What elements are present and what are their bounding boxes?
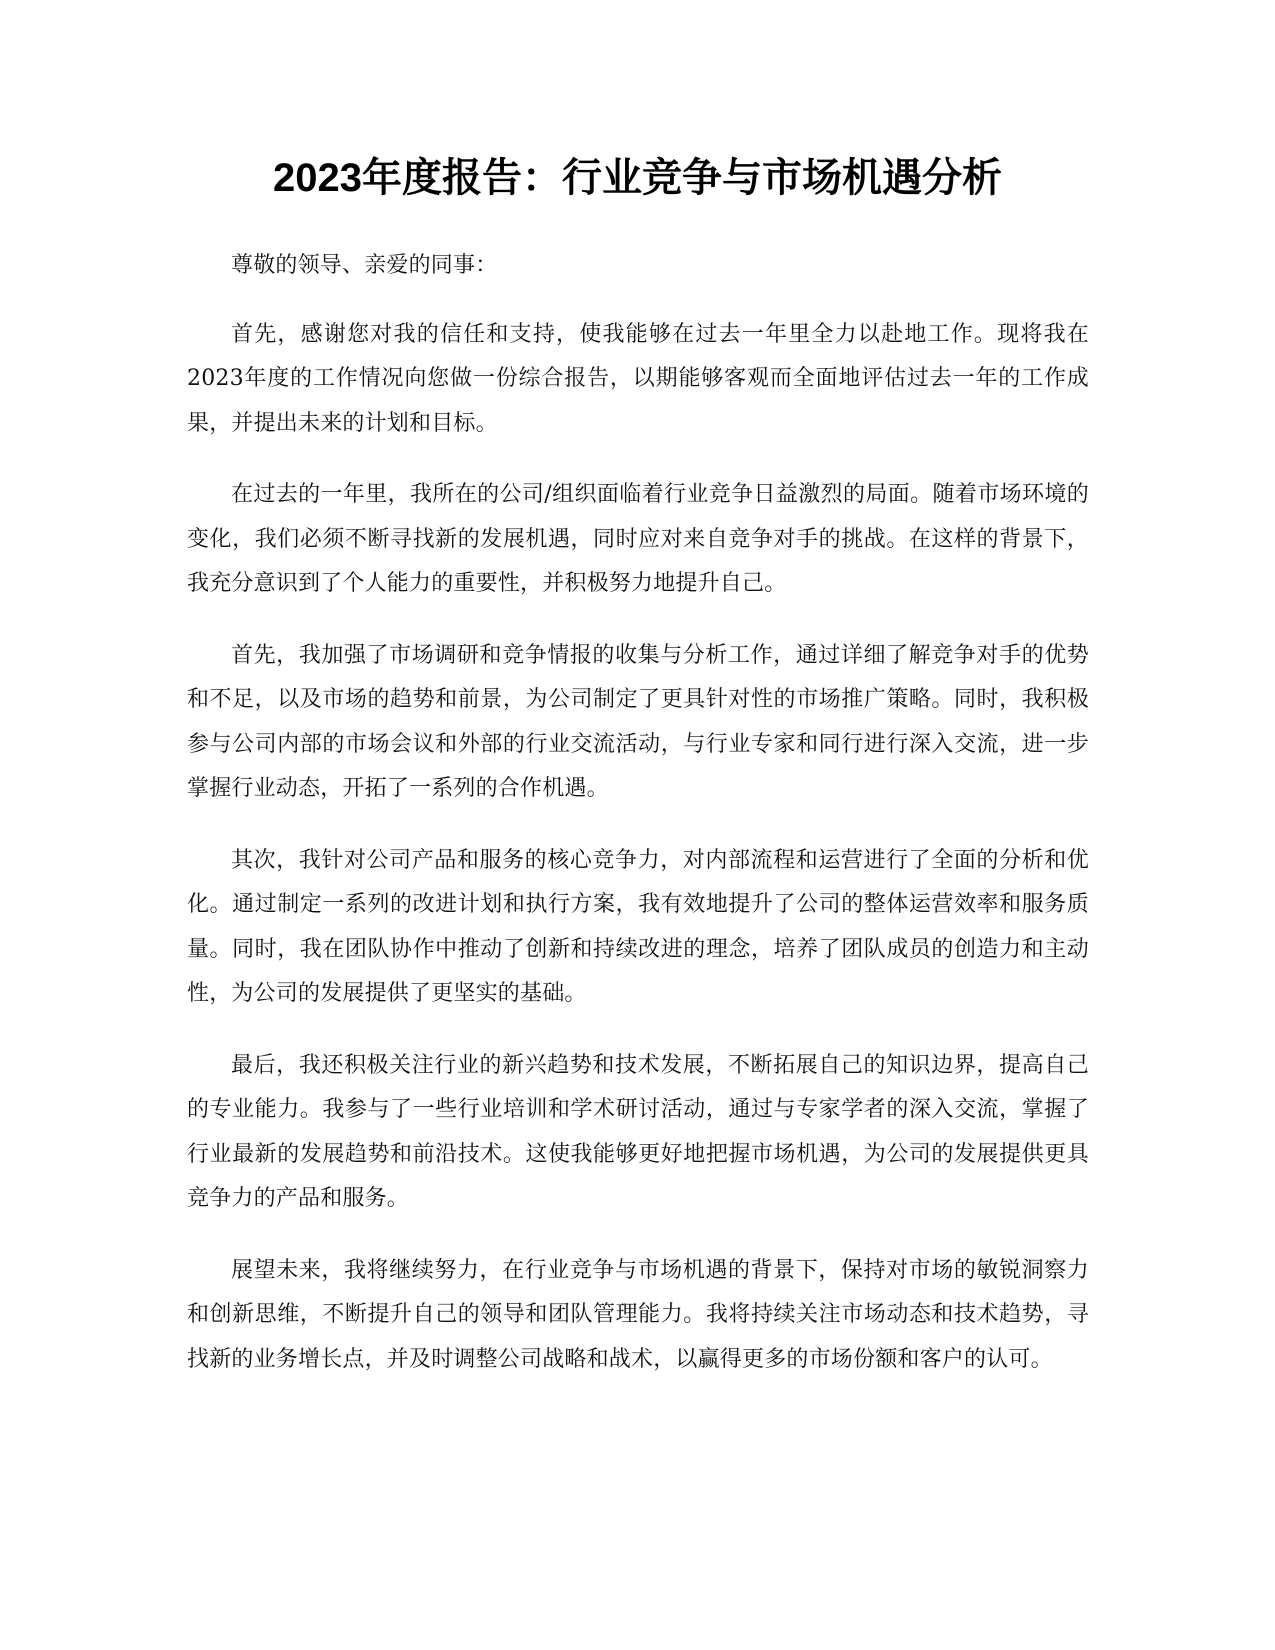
document-title: 2023年度报告：行业竞争与市场机遇分析 xyxy=(273,156,1002,200)
greeting-paragraph: 尊敬的领导、亲爱的同事： xyxy=(231,253,498,278)
document-body xyxy=(187,244,1089,1409)
body-paragraph-3: 首先，我加强了市场调研和竞争情报的收集与分析工作，通过详细了解竞争对手的优势和不足，以及市场的趋势和前景，为公司制定了更具针对性的市场推广策略。同时，我积极参与公司内部的市场会议和外部的行业交流活动，与行业专家和同行进行深入交流，进一步掌握行业动态，开拓了一系列的合作机遇。 xyxy=(187,642,1089,801)
body-paragraph-4: 其次，我针对公司产品和服务的核心竞争力，对内部流程和运营进行了全面的分析和优化。通过制定一系列的改进计划和执行方案，我有效地提升了公司的整体运营效率和服务质量。同时，我在团队协作中推动了创新和持续改进的理念，培养了团队成员的创造力和主动性，为公司的发展提供了更坚实的基础。 xyxy=(187,847,1089,1006)
body-paragraph-2: 在过去的一年里，我所在的公司/组织面临着行业竞争日益激烈的局面。随着市场环境的变化，我们必须不断寻找新的发展机遇，同时应对来自竞争对手的挑战。在这样的背景下，我充分意识到了个人能力的重要性，并积极努力地提升自己。 xyxy=(187,482,1089,596)
body-paragraph-6: 展望未来，我将继续努力，在行业竞争与市场机遇的背景下，保持对市场的敏锐洞察力和创新思维，不断提升自己的领导和团队管理能力。我将持续关注市场动态和技术趋势，寻找新的业务增长点，并及时调整公司战略和战术，以赢得更多的市场份额和客户的认可。 xyxy=(187,1257,1089,1372)
body-paragraph-1: 首先，感谢您对我的信任和支持，使我能够在过去一年里全力以赴地工作。现将我在2023年度的工作情况向您做一份综合报告，以期能够客观而全面地评估过去一年的工作成果，并提出未来的计划和目标。 xyxy=(187,321,1089,436)
body-paragraph-5: 最后，我还积极关注行业的新兴趋势和技术发展，不断拓展自己的知识边界，提高自己的专业能力。我参与了一些行业培训和学术研讨活动，通过与专家学者的深入交流，掌握了行业最新的发展趋势和前沿技术。这使我能够更好地把握市场机遇，为公司的发展提供更具竞争力的产品和服务。 xyxy=(187,1052,1089,1211)
